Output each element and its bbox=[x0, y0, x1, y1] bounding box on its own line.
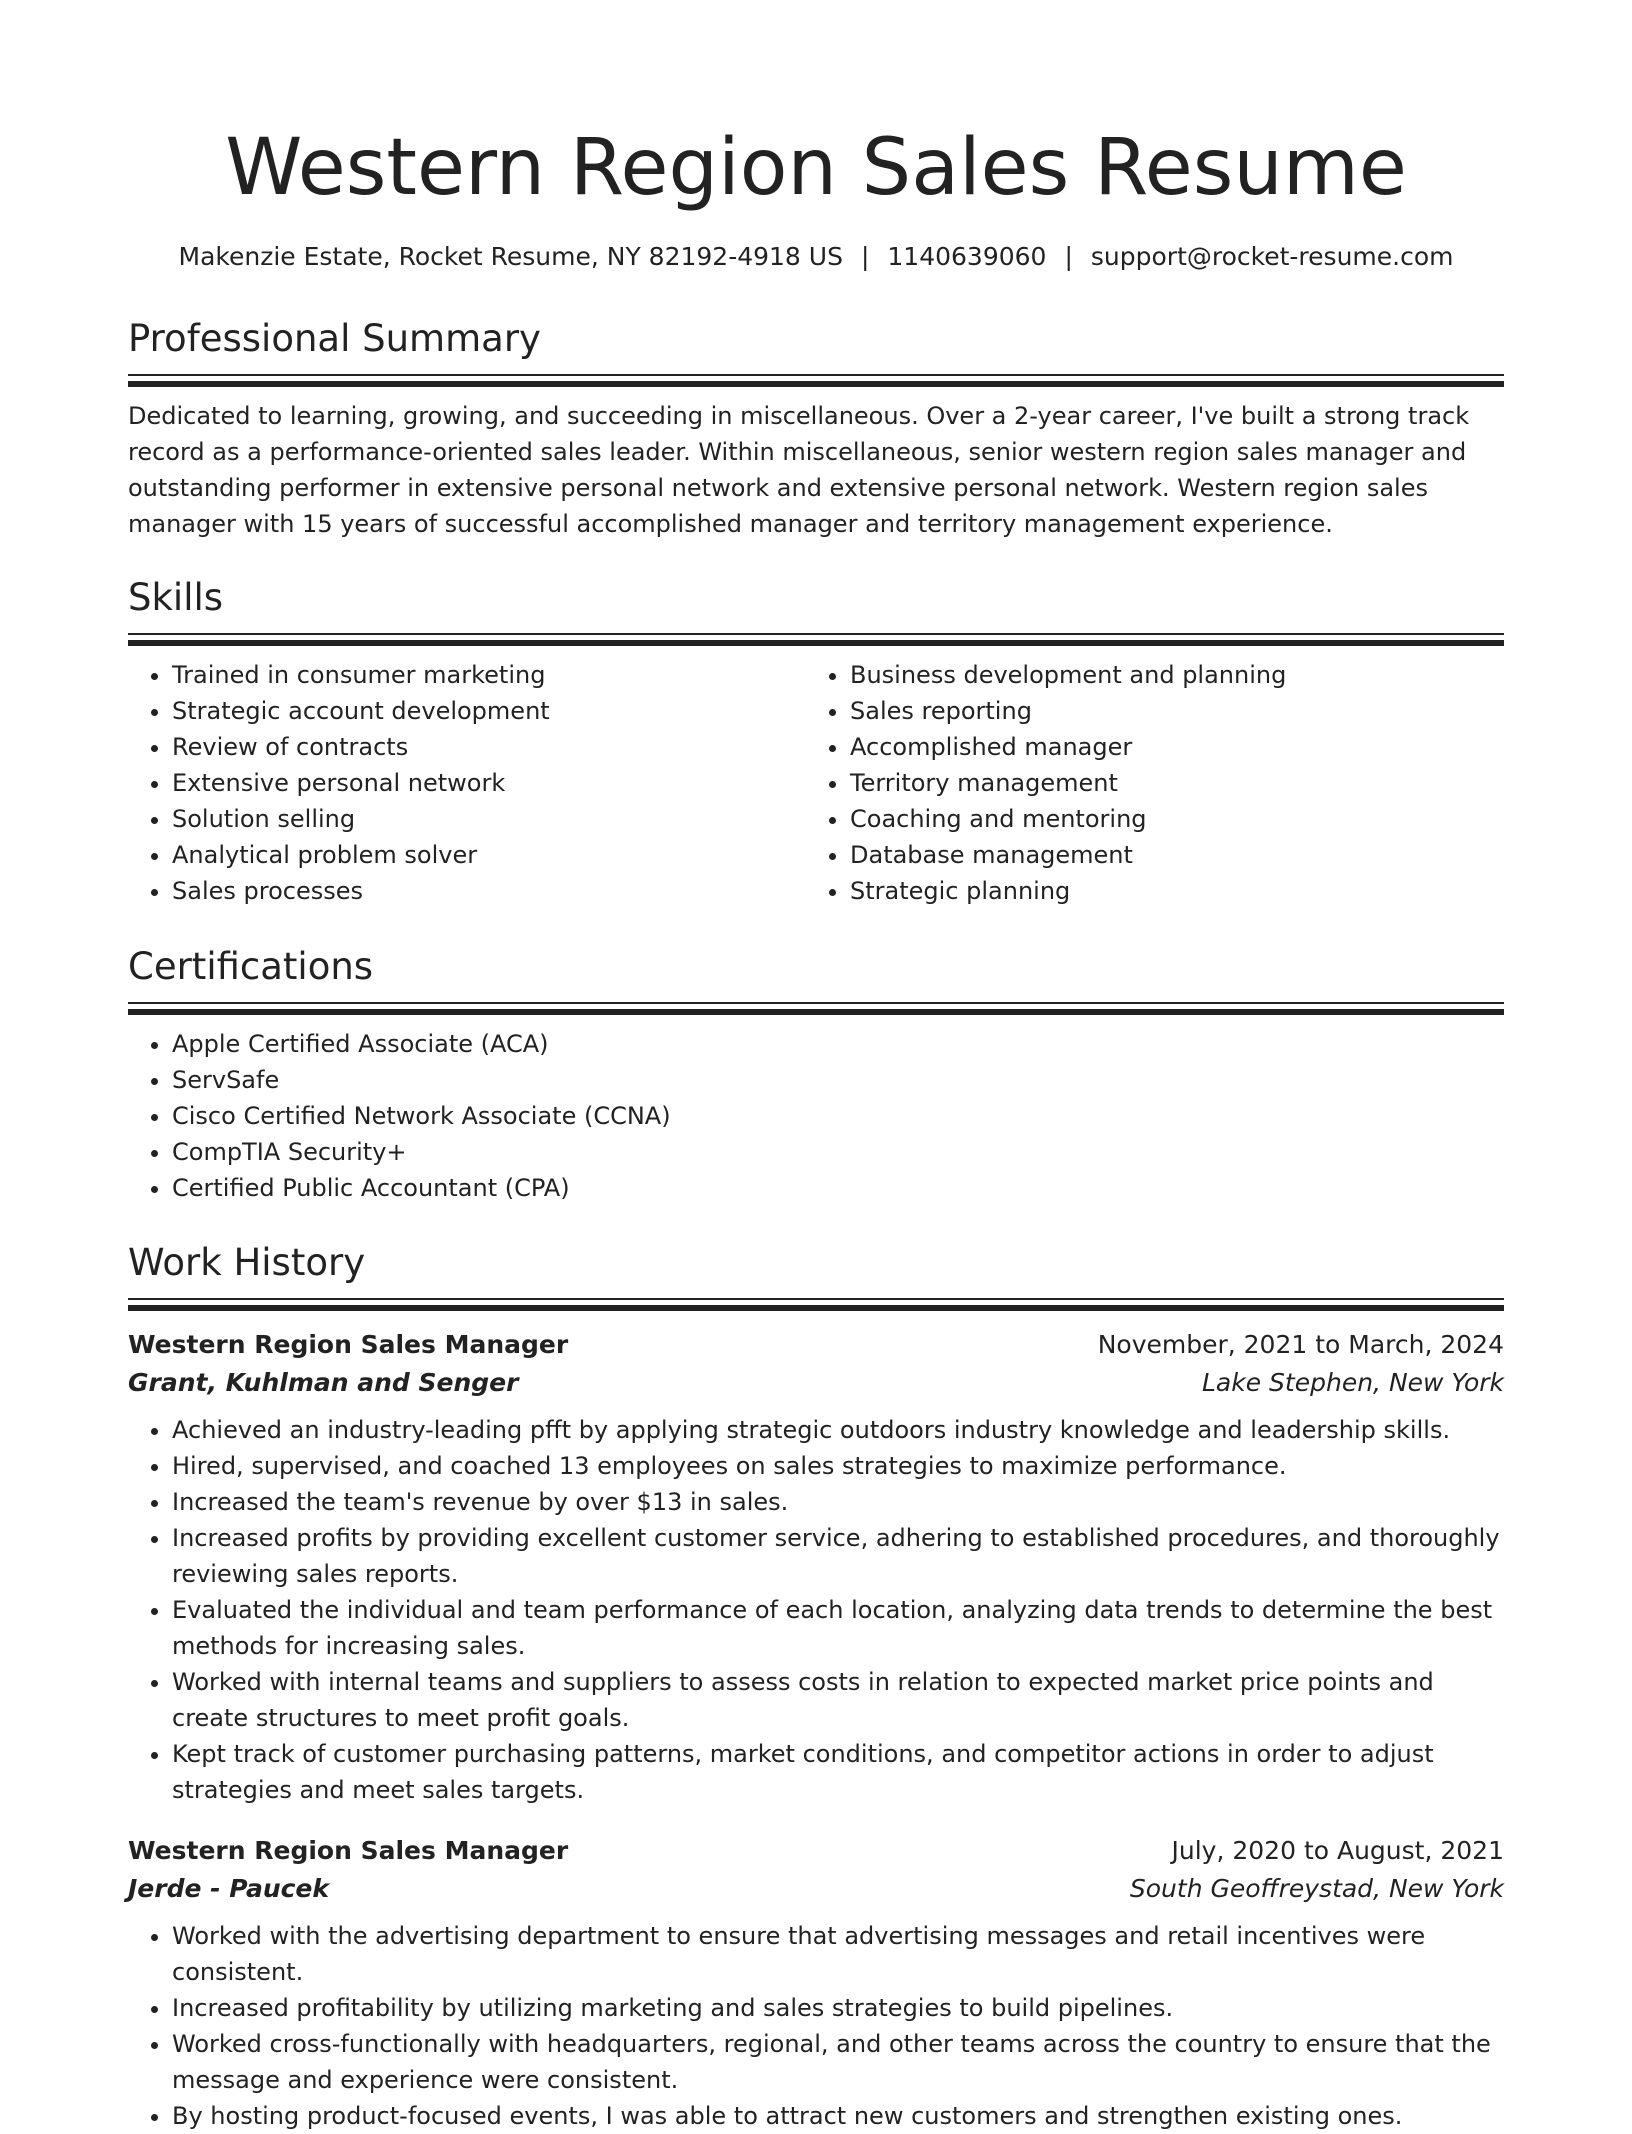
summary-text: Dedicated to learning, growing, and succeeding in miscellaneous. Over a 2-year career, I've built a strong track record as a performance-oriented sales leader. Within miscellaneous, senior western region sales manager and outstanding performer in extensive personal network and extensive personal network. Western region sales manager with 15 years of successful accomplished manager and territory management experience. bbox=[128, 402, 1470, 538]
job-duty: • Increased the team's revenue by over $13 in sales. bbox=[172, 1484, 1504, 1520]
job-location: Lake Stephen, New York bbox=[1202, 1368, 1504, 1397]
work-history-section bbox=[128, 1240, 1504, 2134]
contact-phone: 1140639060 bbox=[887, 242, 1047, 271]
skill-item: • Extensive personal network bbox=[172, 765, 806, 801]
job-duty: • Worked cross-functionally with headquarters, regional, and other teams across the country to ensure that the message and experience were consistent. bbox=[172, 2026, 1504, 2098]
job-duty: • By hosting product-focused events, I was able to attract new customers and strengthen existing ones. bbox=[172, 2098, 1504, 2134]
skill-item: • Accomplished manager bbox=[850, 729, 1484, 765]
certification-item: • CompTIA Security+ bbox=[172, 1134, 1504, 1170]
skills-heading: Skills bbox=[128, 576, 224, 619]
job-duty: • Worked with internal teams and suppliers to assess costs in relation to expected market price points and create structures to meet profit goals. bbox=[172, 1664, 1504, 1736]
resume-page bbox=[128, 0, 1504, 2130]
contact-email: support@rocket-resume.com bbox=[1090, 242, 1454, 271]
skill-item: • Business development and planning bbox=[850, 657, 1484, 693]
skill-item: • Territory management bbox=[850, 765, 1484, 801]
section-divider bbox=[128, 1002, 1504, 1016]
job-duty: • Worked with the advertising department to ensure that advertising messages and retail incentives were consistent. bbox=[172, 1918, 1504, 1990]
certification-item: • ServSafe bbox=[172, 1062, 1504, 1098]
contact-separator: | bbox=[1064, 242, 1073, 271]
skill-item: • Coaching and mentoring bbox=[850, 801, 1484, 837]
page-title: Western Region Sales Resume bbox=[225, 123, 1407, 213]
skill-item: • Review of contracts bbox=[172, 729, 806, 765]
job-duty: • Evaluated the individual and team performance of each location, analyzing data trends to determine the best methods for increasing sales. bbox=[172, 1592, 1504, 1664]
job-entry bbox=[128, 1326, 1504, 1808]
skill-item: • Strategic planning bbox=[850, 873, 1484, 909]
skills-section bbox=[128, 575, 1504, 909]
certification-item: • Cisco Certified Network Associate (CCNA) bbox=[172, 1098, 1504, 1134]
section-divider bbox=[128, 1298, 1504, 1312]
skill-item: • Sales processes bbox=[172, 873, 806, 909]
skill-item: • Database management bbox=[850, 837, 1484, 873]
contact-line bbox=[128, 240, 1504, 274]
section-divider bbox=[128, 374, 1504, 388]
job-duty: • Hired, supervised, and coached 13 employees on sales strategies to maximize performance. bbox=[172, 1448, 1504, 1484]
certification-item: • Apple Certified Associate (ACA) bbox=[172, 1026, 1504, 1062]
summary-heading: Professional Summary bbox=[128, 317, 541, 360]
job-dates: November, 2021 to March, 2024 bbox=[1097, 1330, 1504, 1359]
section-divider bbox=[128, 633, 1504, 647]
job-title: Western Region Sales Manager bbox=[128, 1330, 569, 1359]
work-history-heading: Work History bbox=[128, 1241, 366, 1284]
job-duties bbox=[128, 1918, 1504, 2134]
job-duty: • Kept track of customer purchasing patterns, market conditions, and competitor actions in order to adjust strategies and meet sales targets. bbox=[172, 1736, 1504, 1808]
certifications-heading: Certifications bbox=[128, 945, 374, 988]
job-duty: • Increased profitability by utilizing marketing and sales strategies to build pipelines. bbox=[172, 1990, 1504, 2026]
contact-separator: | bbox=[860, 242, 870, 271]
job-location: South Geoffreystad, New York bbox=[1129, 1874, 1504, 1903]
job-duty: • Achieved an industry-leading pfft by applying strategic outdoors industry knowledge and leadership skills. bbox=[172, 1412, 1504, 1448]
summary-section bbox=[128, 316, 1504, 542]
skills-columns bbox=[128, 647, 1504, 909]
skills-right-column bbox=[806, 647, 1484, 909]
job-company: Grant, Kuhlman and Senger bbox=[128, 1368, 519, 1397]
certifications-section bbox=[128, 944, 1504, 1206]
skill-item: • Analytical problem solver bbox=[172, 837, 806, 873]
certification-item: • Certified Public Accountant (CPA) bbox=[172, 1170, 1504, 1206]
job-dates: July, 2020 to August, 2021 bbox=[1171, 1836, 1504, 1865]
job-entry bbox=[128, 1832, 1504, 2134]
skill-item: • Sales reporting bbox=[850, 693, 1484, 729]
skill-item: • Solution selling bbox=[172, 801, 806, 837]
skill-item: • Strategic account development bbox=[172, 693, 806, 729]
skills-left-column bbox=[128, 647, 806, 909]
job-company: Jerde - Paucek bbox=[128, 1874, 330, 1903]
skill-item: • Trained in consumer marketing bbox=[172, 657, 806, 693]
job-duty: • Increased profits by providing excellent customer service, adhering to established procedures, and thoroughly reviewing sales reports. bbox=[172, 1520, 1504, 1592]
job-duties bbox=[128, 1412, 1504, 1808]
contact-address: Makenzie Estate, Rocket Resume, NY 82192-4918 US bbox=[178, 242, 843, 271]
job-title: Western Region Sales Manager bbox=[128, 1836, 569, 1865]
